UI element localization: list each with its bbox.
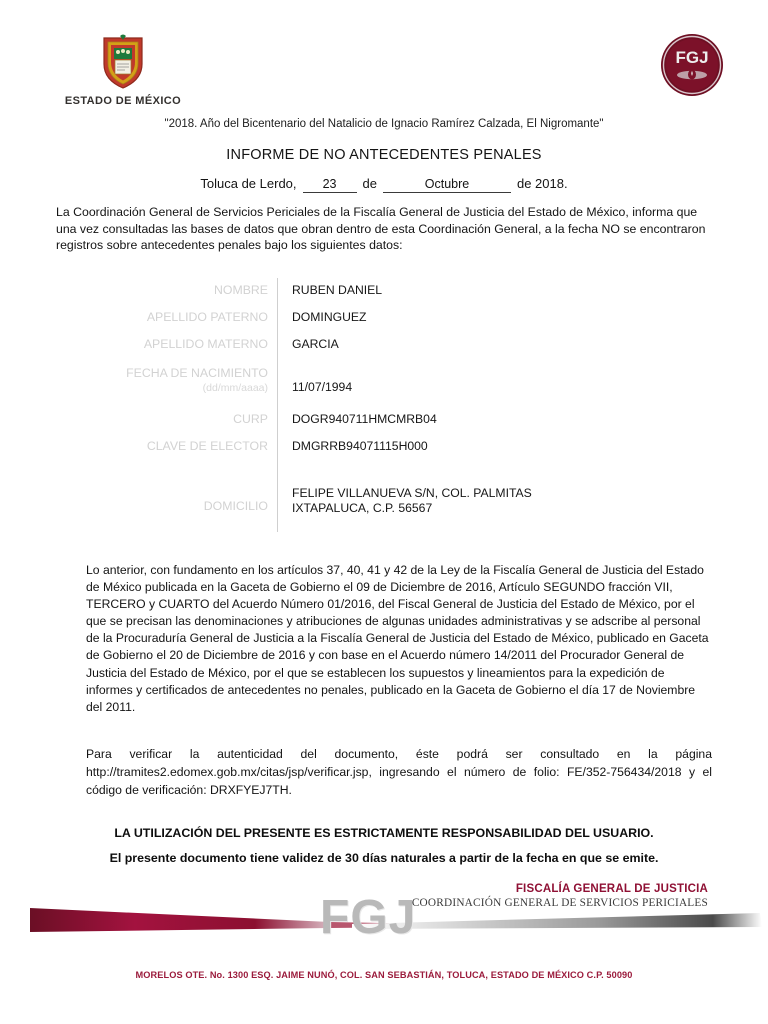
date-line xyxy=(0,176,768,193)
year-motto: "2018. Año del Bicentenario del Natalicio de Ignacio Ramírez Calzada, El Nigromante" xyxy=(164,118,604,130)
footer-titles xyxy=(412,883,708,909)
label-nombre: NOMBRE xyxy=(214,283,268,297)
label-domicilio: DOMICILIO xyxy=(203,499,268,513)
label-apellido-materno: APELLIDO MATERNO xyxy=(143,337,268,351)
estado-de-mexico-label: ESTADO DE MÉXICO xyxy=(64,95,182,107)
label-curp: CURP xyxy=(233,412,268,426)
label-apellido-paterno: APELLIDO PATERNO xyxy=(146,310,268,324)
document-footer xyxy=(0,880,768,1024)
legal-paragraph: Lo anterior, con fundamento en los artículos 37, 40, 41 y 42 de la Ley de la Fiscalía General de Justicia del Estado de México publicada en la Gaceta de Gobierno el 09 de Diciembre de 2016, Artículo SEGUNDO fracción VII, TERCERO y CUARTO del Acuerdo Número 01/2016, del Fiscal General de Justicia del Estado de México, por el que se precisan las denominaciones y atribuciones de algunas unidades administrativas y se adscribe al personal de la Procuraduría General de Justicia a la Fiscalía General de Justicia del Estado de México, publicado en Gaceta de Gobierno el 20 de Diciembre de 2016 y con base en el Acuerdo número 14/2011 del Procurador General de Justicia del Estado de México, por el que se establecen los supuestos y lineamientos para la expedición de informes y certificados de antecedentes no penales, publicado en la Gaceta de Gobierno el día 17 de Noviembre del 2011. xyxy=(86,563,709,714)
fgj-watermark: FGJ xyxy=(320,891,417,944)
table-row xyxy=(56,412,676,427)
value-nombre: RUBEN DANIEL xyxy=(292,283,383,297)
footer-title-fiscalia: FISCALÍA GENERAL DE JUSTICIA xyxy=(515,883,708,895)
table-row xyxy=(56,337,676,352)
estado-de-mexico-coat-of-arms-icon xyxy=(100,34,146,90)
intro-paragraph: La Coordinación General de Servicios Periciales de la Fiscalía General de Justicia del Estado de México, informa que una vez consultadas las bases de datos que obran dentro de esta Coordinación General, a la fecha NO se encontraron registros sobre antecedentes penales bajo los siguientes datos: xyxy=(56,205,706,252)
value-clave-elector: DMGRRB94071115H000 xyxy=(292,439,428,453)
footer-address: MORELOS OTE. No. 1300 ESQ. JAIME NUNÓ, COL. SAN SEBASTIÁN, TOLUCA, ESTADO DE MÉXICO C.P. 50090 xyxy=(135,970,633,980)
date-year: de 2018. xyxy=(516,176,568,191)
value-domicilio-line1: FELIPE VILLANUEVA S/N, COL. PALMITAS xyxy=(292,486,532,500)
table-row xyxy=(56,366,676,396)
value-apellido-paterno: DOMINGUEZ xyxy=(292,310,367,324)
value-domicilio-line2: IXTAPALUCA, C.P. 56567 xyxy=(292,501,433,515)
estado-de-mexico-logo-block xyxy=(38,34,208,107)
value-fecha-nacimiento: 11/07/1994 xyxy=(292,380,353,394)
date-city: Toluca de Lerdo, xyxy=(200,176,297,191)
verification-paragraph: Para verificar la autenticidad del documento, éste podrá ser consultado en la página http://tramites2.edomex.gob.mx/citas/jsp/verificar.jsp, ingresando el número de folio: FE/352-756434/2018 y el código de verificación: DRXFYEJ7TH. xyxy=(86,747,712,797)
label-clave-elector: CLAVE DE ELECTOR xyxy=(146,439,268,453)
svg-text:FGJ: FGJ xyxy=(675,48,709,67)
applicant-data-table xyxy=(56,278,676,516)
fgj-circular-seal-icon xyxy=(660,33,724,97)
date-connector: de xyxy=(362,176,377,191)
label-fecha-nacimiento xyxy=(56,366,280,396)
label-fecha-nacimiento-main: FECHA DE NACIMIENTO xyxy=(126,366,268,380)
date-day-field[interactable]: 23 xyxy=(303,177,357,193)
responsibility-notice: LA UTILIZACIÓN DEL PRESENTE ES ESTRICTAMENTE RESPONSABILIDAD DEL USUARIO. xyxy=(114,826,654,840)
footer-title-coordinacion: COORDINACIÓN GENERAL DE SERVICIOS PERICIALES xyxy=(411,897,708,909)
table-row xyxy=(56,310,676,325)
document-header xyxy=(0,0,768,118)
value-curp: DOGR940711HMCMRB04 xyxy=(292,412,437,426)
value-domicilio xyxy=(280,486,676,516)
value-apellido-materno: GARCIA xyxy=(292,337,339,351)
date-month-field[interactable]: Octubre xyxy=(383,177,511,193)
label-fecha-nacimiento-format: (dd/mm/aaaa) xyxy=(202,382,268,394)
page-title: INFORME DE NO ANTECEDENTES PENALES xyxy=(226,147,542,163)
validity-notice: El presente documento tiene validez de 30 días naturales a partir de la fecha en que se emite. xyxy=(109,851,659,865)
table-row xyxy=(56,283,676,298)
table-row xyxy=(56,486,676,516)
table-row xyxy=(56,439,676,454)
